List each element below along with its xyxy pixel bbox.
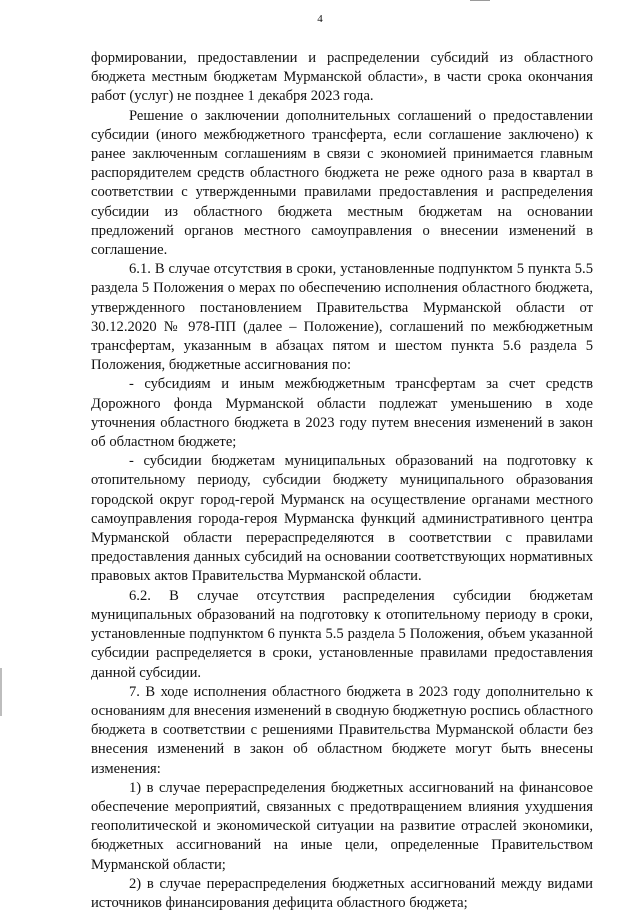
document-body [91,49,593,913]
paragraph-6-2: 6.2. В случае отсутствия распределения субсидии бюджетам муниципальных образований на подготовку к отопительному периоду в сроки, установленные подпунктом 6 пункта 5.5 раздела 5 Положения, объем указанной субсидии распределяется в сроки, установленные правилами предоставления данной субсидии. [91,587,593,681]
paragraph-6-1-item-road-fund: - субсидиям и иным межбюджетным трансфертам за счет средств Дорожного фонда Мурманской области подлежат уменьшению в ходе уточнения областного бюджета в 2023 году путем внесения изменений в закон об областном бюджете; [91,376,593,451]
paragraph-6-1: 6.1. В случае отсутствия в сроки, установленные подпунктом 5 пункта 5.5 раздела 5 Положения о мерах по обеспечению исполнения областного бюджета, утвержденного постановлением Правительства Мурманской области от 30.12.2020 № 978-ПП (далее – Положение), соглашений по межбюджетным трансфертам, указанным в абзацах пятом и шестом пункта 5.6 раздела 5 Положения, бюджетные ассигнования по: [91,261,593,374]
paragraph-6-1-item-heating: - субсидии бюджетам муниципальных образований на подготовку к отопительному периоду, субсидии бюджету муниципального образования городской округ город-герой Мурманск на осуществление органами местного самоуправления города-героя Мурманска функций административного центра Мурманской области перераспределяются в соответствии с правилами предоставления данных субсидий на основании соответствующих нормативных правовых актов Правительства Мурманской области. [91,453,593,585]
paragraph-additional-agreements: Решение о заключении дополнительных соглашений о предоставлении субсидии (иного межбюджетного трансферта, если соглашение заключено) к ранее заключенным соглашениям в связи с экономией принимается главным распорядителем средств областного бюджета не реже одного раза в квартал в соответствии с утвержденными правилами предоставления и распределения субсидии из областного бюджета местным бюджетам на основании предложений органов местного самоуправления о внесении изменений в соглашение. [91,107,593,259]
scan-margin-mark [0,668,2,716]
page-number: 4 [317,13,323,25]
paragraph-continuation: формировании, предоставлении и распределении субсидий из областного бюджета местным бюджетам Мурманской области», в части срока окончания работ (услуг) не позднее 1 декабря 2023 года. [91,50,593,105]
paragraph-7: 7. В ходе исполнения областного бюджета в 2023 году дополнительно к основаниям для внесения изменений в сводную бюджетную роспись областного бюджета в соответствии с решениями Правительства Мурманской области без внесения изменений в закон об областном бюджете могут быть внесены изменения: [91,683,593,777]
paragraph-7-item-1: 1) в случае перераспределения бюджетных ассигнований на финансовое обеспечение мероприятий, связанных с предотвращением влияния ухудшения геополитической и экономической ситуации на развитие отраслей экономики, бюджетных ассигнований на иные цели, определенные Правительством Мурманской области; [91,779,593,873]
paragraph-7-item-2: 2) в случае перераспределения бюджетных ассигнований между видами источников финансирования дефицита областного бюджета; [91,875,593,911]
scan-edge-mark [470,0,490,1]
